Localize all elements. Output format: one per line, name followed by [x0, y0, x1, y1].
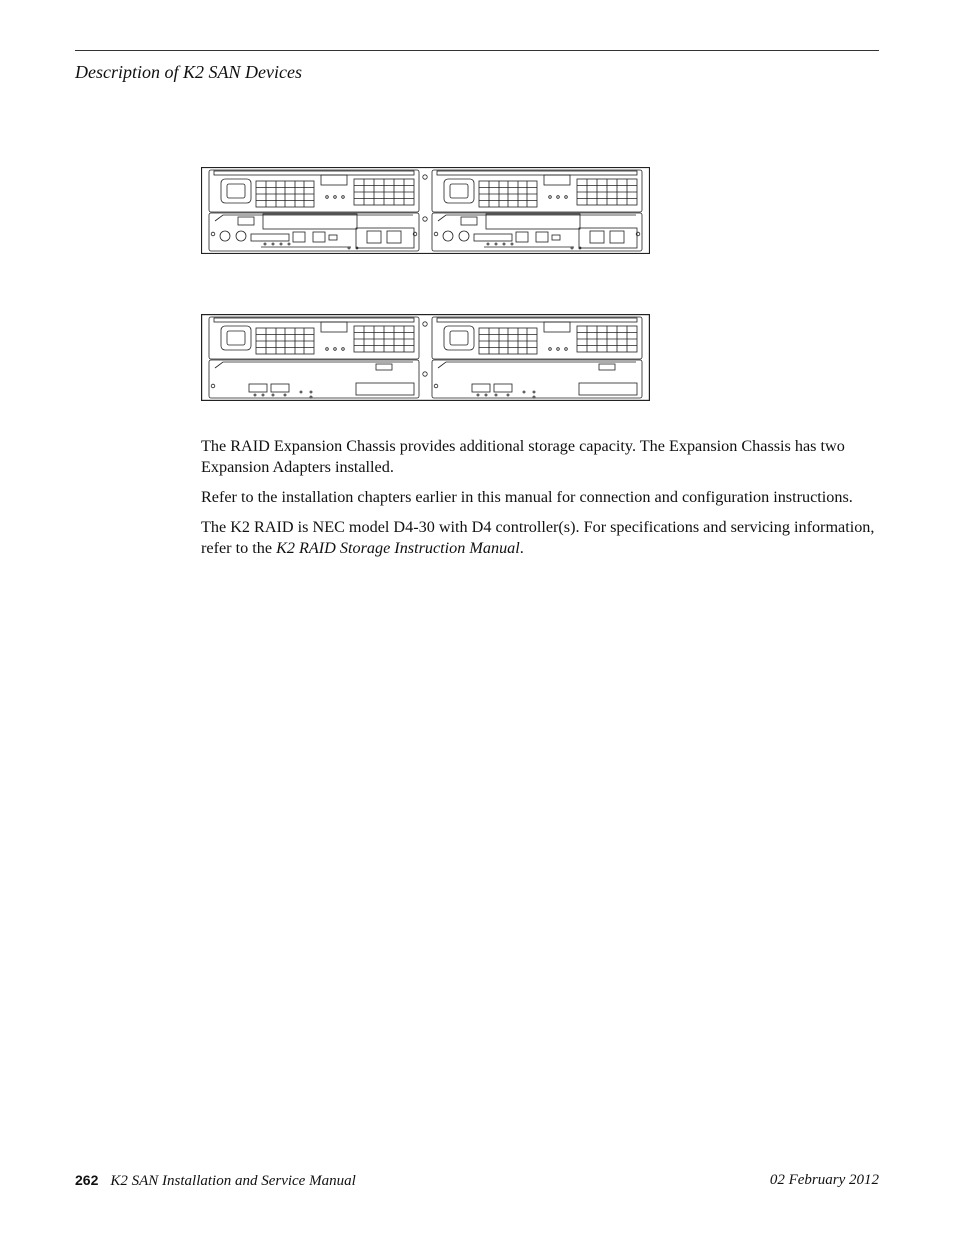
- paragraph-installation-refer: Refer to the installation chapters earlier in this manual for connection and configuration instructions.: [201, 488, 853, 506]
- manual-title: K2 SAN Installation and Service Manual: [110, 1173, 356, 1189]
- header-rule: [75, 50, 879, 51]
- page-footer: [75, 1172, 879, 1190]
- raid-controller-chassis-figure: [201, 167, 650, 254]
- paragraph-text-end: .: [519, 539, 524, 557]
- paragraph-text: The K2 RAID is NEC model D4-30 with D4 controller(s). For specifications and servicing information, refer to the: [201, 518, 875, 557]
- page-number: 262: [75, 1172, 99, 1188]
- publication-date: 02 February 2012: [769, 1172, 879, 1188]
- manual-reference: K2 RAID Storage Instruction Manual: [276, 539, 520, 557]
- body-text: [201, 436, 881, 568]
- paragraph-expansion-chassis: The RAID Expansion Chassis provides additional storage capacity. The Expansion Chassis has two Expansion Adapters installed.: [201, 437, 845, 476]
- section-title: Description of K2 SAN Devices: [75, 62, 302, 82]
- raid-expansion-chassis-figure: [201, 314, 650, 401]
- paragraph-k2-raid-model: [201, 517, 881, 559]
